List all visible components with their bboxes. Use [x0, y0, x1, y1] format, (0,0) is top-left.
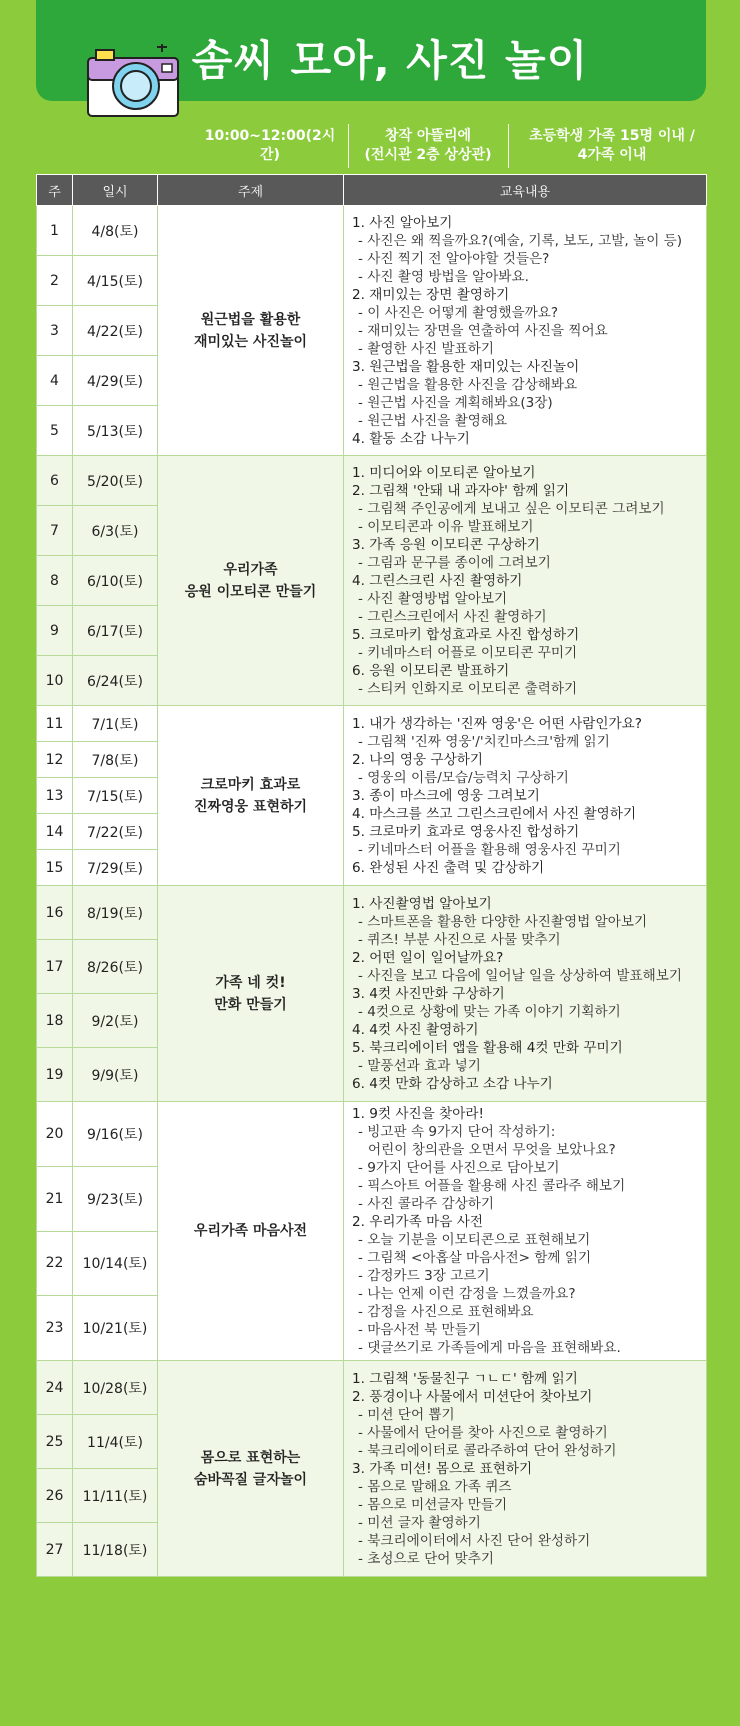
content-line: 어린이 창의관을 오면서 무엇을 보았나요?: [368, 1142, 616, 1158]
content-line: 2. 나의 영웅 구상하기: [352, 751, 483, 768]
date-cell: 4/29(토): [73, 356, 158, 406]
table-row: [37, 456, 707, 506]
topic-line: 재미있는 사진놀이: [193, 333, 308, 350]
date-cell: 7/15(토): [73, 778, 158, 814]
week-cell: 10: [37, 656, 73, 706]
content-line: - 그림과 문구를 종이에 그려보기: [358, 554, 551, 571]
date-cell: 10/28(토): [73, 1361, 158, 1415]
table-header-row: [37, 175, 707, 206]
content-line: - 재미있는 장면을 연출하여 사진을 찍어요: [358, 322, 608, 339]
content-line: 3. 원근법을 활용한 재미있는 사진놀이: [352, 358, 580, 375]
week-cell: 2: [37, 256, 73, 306]
topic-cell: [158, 206, 344, 456]
info-time: 10:00~12:00(2시간): [204, 128, 336, 163]
topic-cell: [158, 886, 344, 1102]
content-line: 2. 어떤 일이 일어날까요?: [352, 949, 504, 966]
content-line: - 북크리에이터로 콜라주하여 단어 완성하기: [358, 1442, 617, 1459]
date-cell: 4/8(토): [73, 206, 158, 256]
info-target: 초등학생 가족 15명 이내 / 4가족 이내: [529, 128, 695, 163]
topic-line: 가족 네 컷!: [215, 974, 286, 991]
content-line: 1. 그림책 '동물친구 ㄱㄴㄷ' 함께 읽기: [352, 1370, 578, 1387]
content-line: - 사진 콜라주 감상하기: [358, 1196, 495, 1212]
content-line: 1. 미디어와 이모티콘 알아보기: [352, 464, 536, 481]
week-cell: 3: [37, 306, 73, 356]
header-week: 주: [37, 175, 73, 206]
date-cell: 9/23(토): [73, 1166, 158, 1231]
content-cell: [344, 886, 707, 1102]
content-line: 3. 4컷 사진만화 구상하기: [352, 985, 505, 1002]
topic-line: 우리가족 마음사전: [193, 1223, 308, 1239]
content-line: - 미션 글자 촬영하기: [358, 1514, 481, 1531]
week-cell: 26: [37, 1469, 73, 1523]
content-line: - 퀴즈! 부분 사진으로 사물 맞추기: [358, 931, 561, 948]
content-cell: [344, 1361, 707, 1577]
divider: [508, 124, 509, 168]
date-cell: 7/1(토): [73, 706, 158, 742]
content-line: - 사물에서 단어를 찾아 사진으로 촬영하기: [358, 1424, 608, 1441]
topic-line: 몸으로 표현하는: [200, 1449, 301, 1466]
topic-line: 숨바꼭질 글자놀이: [193, 1471, 308, 1488]
topic-line: 응원 이모티콘 만들기: [184, 583, 317, 600]
week-cell: 12: [37, 742, 73, 778]
content-line: - 오늘 기분을 이모티콘으로 표현해보기: [358, 1232, 591, 1248]
content-cell: [344, 456, 707, 706]
content-line: - 스티커 인화지로 이모티콘 출력하기: [358, 680, 578, 697]
content-line: 4. 4컷 사진 촬영하기: [352, 1021, 479, 1038]
content-line: 4. 활동 소감 나누기: [352, 430, 470, 447]
content-line: 3. 가족 미션! 몸으로 표현하기: [352, 1460, 533, 1477]
camera-icon: [82, 44, 182, 120]
week-cell: 27: [37, 1523, 73, 1577]
date-cell: 5/13(토): [73, 406, 158, 456]
content-line: - 사진 찍기 전 알아야할 것들은?: [358, 250, 550, 267]
content-line: - 영웅의 이름/모습/능력치 구상하기: [358, 769, 569, 786]
content-line: 2. 풍경이나 사물에서 미션단어 찾아보기: [352, 1388, 593, 1405]
content-line: - 4컷으로 상황에 맞는 가족 이야기 기획하기: [358, 1003, 621, 1020]
week-cell: 22: [37, 1231, 73, 1296]
info-place: 창작 아뜰리에 (전시관 2층 상상관): [364, 128, 492, 163]
week-cell: 8: [37, 556, 73, 606]
week-cell: 5: [37, 406, 73, 456]
week-cell: 9: [37, 606, 73, 656]
week-cell: 1: [37, 206, 73, 256]
table-row: [37, 706, 707, 742]
schedule-table: [36, 174, 707, 1577]
date-cell: 6/10(토): [73, 556, 158, 606]
content-line: - 원근법 사진을 계획해봐요(3장): [358, 394, 553, 411]
week-cell: 17: [37, 940, 73, 994]
date-cell: 10/14(토): [73, 1231, 158, 1296]
content-line: - 감정카드 3장 고르기: [358, 1268, 490, 1284]
content-cell: [344, 706, 707, 886]
content-line: - 댓글쓰기로 가족들에게 마음을 표현해봐요.: [358, 1340, 621, 1356]
topic-line: 우리가족: [223, 561, 278, 578]
week-cell: 20: [37, 1102, 73, 1167]
content-line: 5. 북크리에이터 앱을 활용해 4컷 만화 꾸미기: [352, 1039, 623, 1056]
content-line: - 원근법을 활용한 사진을 감상해봐요: [358, 376, 578, 393]
content-line: - 원근법 사진을 촬영해요: [358, 412, 508, 429]
content-line: 5. 크로마키 합성효과로 사진 합성하기: [352, 626, 580, 643]
content-line: - 픽스아트 어플을 활용해 사진 콜라주 해보기: [358, 1178, 626, 1194]
content-line: - 촬영한 사진 발표하기: [358, 340, 495, 357]
content-line: - 키네마스터 어플을 활용해 영웅사진 꾸미기: [358, 841, 621, 858]
content-cell: [344, 1102, 707, 1361]
topic-line: 원근법을 활용한: [200, 311, 301, 328]
week-cell: 25: [37, 1415, 73, 1469]
content-line: - 몸으로 미션글자 만들기: [358, 1496, 508, 1513]
date-cell: 6/3(토): [73, 506, 158, 556]
topic-line: 만화 만들기: [214, 996, 287, 1013]
date-cell: 5/20(토): [73, 456, 158, 506]
date-cell: 9/9(토): [73, 1048, 158, 1102]
content-line: - 미션 단어 뽑기: [358, 1406, 455, 1423]
content-line: - 빙고판 속 9가지 단어 작성하기:: [358, 1124, 556, 1140]
week-cell: 21: [37, 1166, 73, 1231]
date-cell: 7/22(토): [73, 814, 158, 850]
content-line: - 이 사진은 어떻게 촬영했을까요?: [358, 304, 559, 321]
date-cell: 11/11(토): [73, 1469, 158, 1523]
content-line: - 9가지 단어를 사진으로 담아보기: [358, 1160, 560, 1176]
content-line: - 이모티콘과 이유 발표해보기: [358, 518, 534, 535]
topic-cell: [158, 706, 344, 886]
content-line: - 초성으로 단어 맞추기: [358, 1550, 495, 1567]
content-line: 1. 내가 생각하는 '진짜 영웅'은 어떤 사람인가요?: [352, 715, 642, 732]
content-line: - 그린스크린에서 사진 촬영하기: [358, 608, 547, 625]
topic-line: 진짜영웅 표현하기: [193, 798, 308, 815]
content-line: - 그림책 주인공에게 보내고 싶은 이모티콘 그려보기: [358, 500, 665, 517]
date-cell: 9/16(토): [73, 1102, 158, 1167]
week-cell: 19: [37, 1048, 73, 1102]
content-line: 2. 그림책 '안돼 내 과자야' 함께 읽기: [352, 482, 570, 499]
date-cell: 4/22(토): [73, 306, 158, 356]
content-line: 6. 완성된 사진 출력 및 감상하기: [352, 859, 545, 876]
content-line: - 그림책 '진짜 영웅'/'치킨마스크'함께 읽기: [358, 733, 610, 750]
table-row: [37, 886, 707, 940]
table-row: [37, 1102, 707, 1167]
date-cell: 7/29(토): [73, 850, 158, 886]
week-cell: 4: [37, 356, 73, 406]
topic-cell: [158, 456, 344, 706]
week-cell: 15: [37, 850, 73, 886]
date-cell: 4/15(토): [73, 256, 158, 306]
content-line: 4. 마스크를 쓰고 그린스크린에서 사진 촬영하기: [352, 805, 637, 822]
content-line: - 사진은 왜 찍을까요?(예술, 기록, 보도, 고발, 놀이 등): [358, 232, 683, 249]
week-cell: 18: [37, 994, 73, 1048]
date-cell: 11/18(토): [73, 1523, 158, 1577]
content-line: 6. 응원 이모티콘 발표하기: [352, 662, 510, 679]
content-line: - 사진을 보고 다음에 일어날 일을 상상하여 발표해보기: [358, 967, 683, 984]
content-line: 3. 가족 응원 이모티콘 구상하기: [352, 536, 540, 553]
content-line: - 마음사전 북 만들기: [358, 1322, 481, 1338]
content-line: - 북크리에이터에서 사진 단어 완성하기: [358, 1532, 591, 1549]
content-cell: [344, 206, 707, 456]
content-line: 1. 9컷 사진을 찾아라!: [352, 1106, 484, 1122]
divider: [348, 124, 349, 168]
week-cell: 23: [37, 1296, 73, 1361]
topic-cell: [158, 1361, 344, 1577]
content-line: 6. 4컷 만화 감상하고 소감 나누기: [352, 1075, 553, 1092]
week-cell: 14: [37, 814, 73, 850]
table-row: [37, 206, 707, 256]
week-cell: 16: [37, 886, 73, 940]
content-line: - 키네마스터 어플로 이모티콘 꾸미기: [358, 644, 578, 661]
content-line: 2. 재미있는 장면 촬영하기: [352, 286, 510, 303]
topic-cell: [158, 1102, 344, 1361]
content-line: - 사진 촬영 방법을 알아봐요.: [358, 268, 529, 285]
content-line: - 몸으로 말해요 가족 퀴즈: [358, 1478, 512, 1495]
date-cell: 11/4(토): [73, 1415, 158, 1469]
content-line: 5. 크로마키 효과로 영웅사진 합성하기: [352, 823, 580, 840]
date-cell: 7/8(토): [73, 742, 158, 778]
date-cell: 6/24(토): [73, 656, 158, 706]
topic-line: 크로마키 효과로: [200, 776, 301, 793]
content-line: - 나는 언제 이런 감정을 느꼈을까요?: [358, 1286, 576, 1302]
content-line: 1. 사진 알아보기: [352, 214, 453, 231]
date-cell: 9/2(토): [73, 994, 158, 1048]
content-line: 4. 그린스크린 사진 촬영하기: [352, 572, 523, 589]
date-cell: 6/17(토): [73, 606, 158, 656]
week-cell: 6: [37, 456, 73, 506]
week-cell: 24: [37, 1361, 73, 1415]
content-line: - 말풍선과 효과 넣기: [358, 1057, 481, 1074]
date-cell: 10/21(토): [73, 1296, 158, 1361]
content-line: - 감정을 사진으로 표현해봐요: [358, 1304, 534, 1320]
page-title: 솜씨 모아, 사진 놀이: [191, 36, 589, 85]
week-cell: 11: [37, 706, 73, 742]
content-line: - 그림책 <아홉살 마음사전> 함께 읽기: [358, 1250, 592, 1266]
date-cell: 8/26(토): [73, 940, 158, 994]
week-cell: 13: [37, 778, 73, 814]
header-topic: 주제: [158, 175, 344, 206]
content-line: 3. 종이 마스크에 영웅 그려보기: [352, 787, 540, 804]
header-date: 일시: [73, 175, 158, 206]
week-cell: 7: [37, 506, 73, 556]
content-line: 2. 우리가족 마음 사전: [352, 1214, 483, 1230]
date-cell: 8/19(토): [73, 886, 158, 940]
content-line: - 사진 촬영방법 알아보기: [358, 590, 508, 607]
content-line: - 스마트폰을 활용한 다양한 사진촬영법 알아보기: [358, 913, 648, 930]
table-row: [37, 1361, 707, 1415]
content-line: 1. 사진촬영법 알아보기: [352, 895, 492, 912]
header-content: 교육내용: [344, 175, 707, 206]
